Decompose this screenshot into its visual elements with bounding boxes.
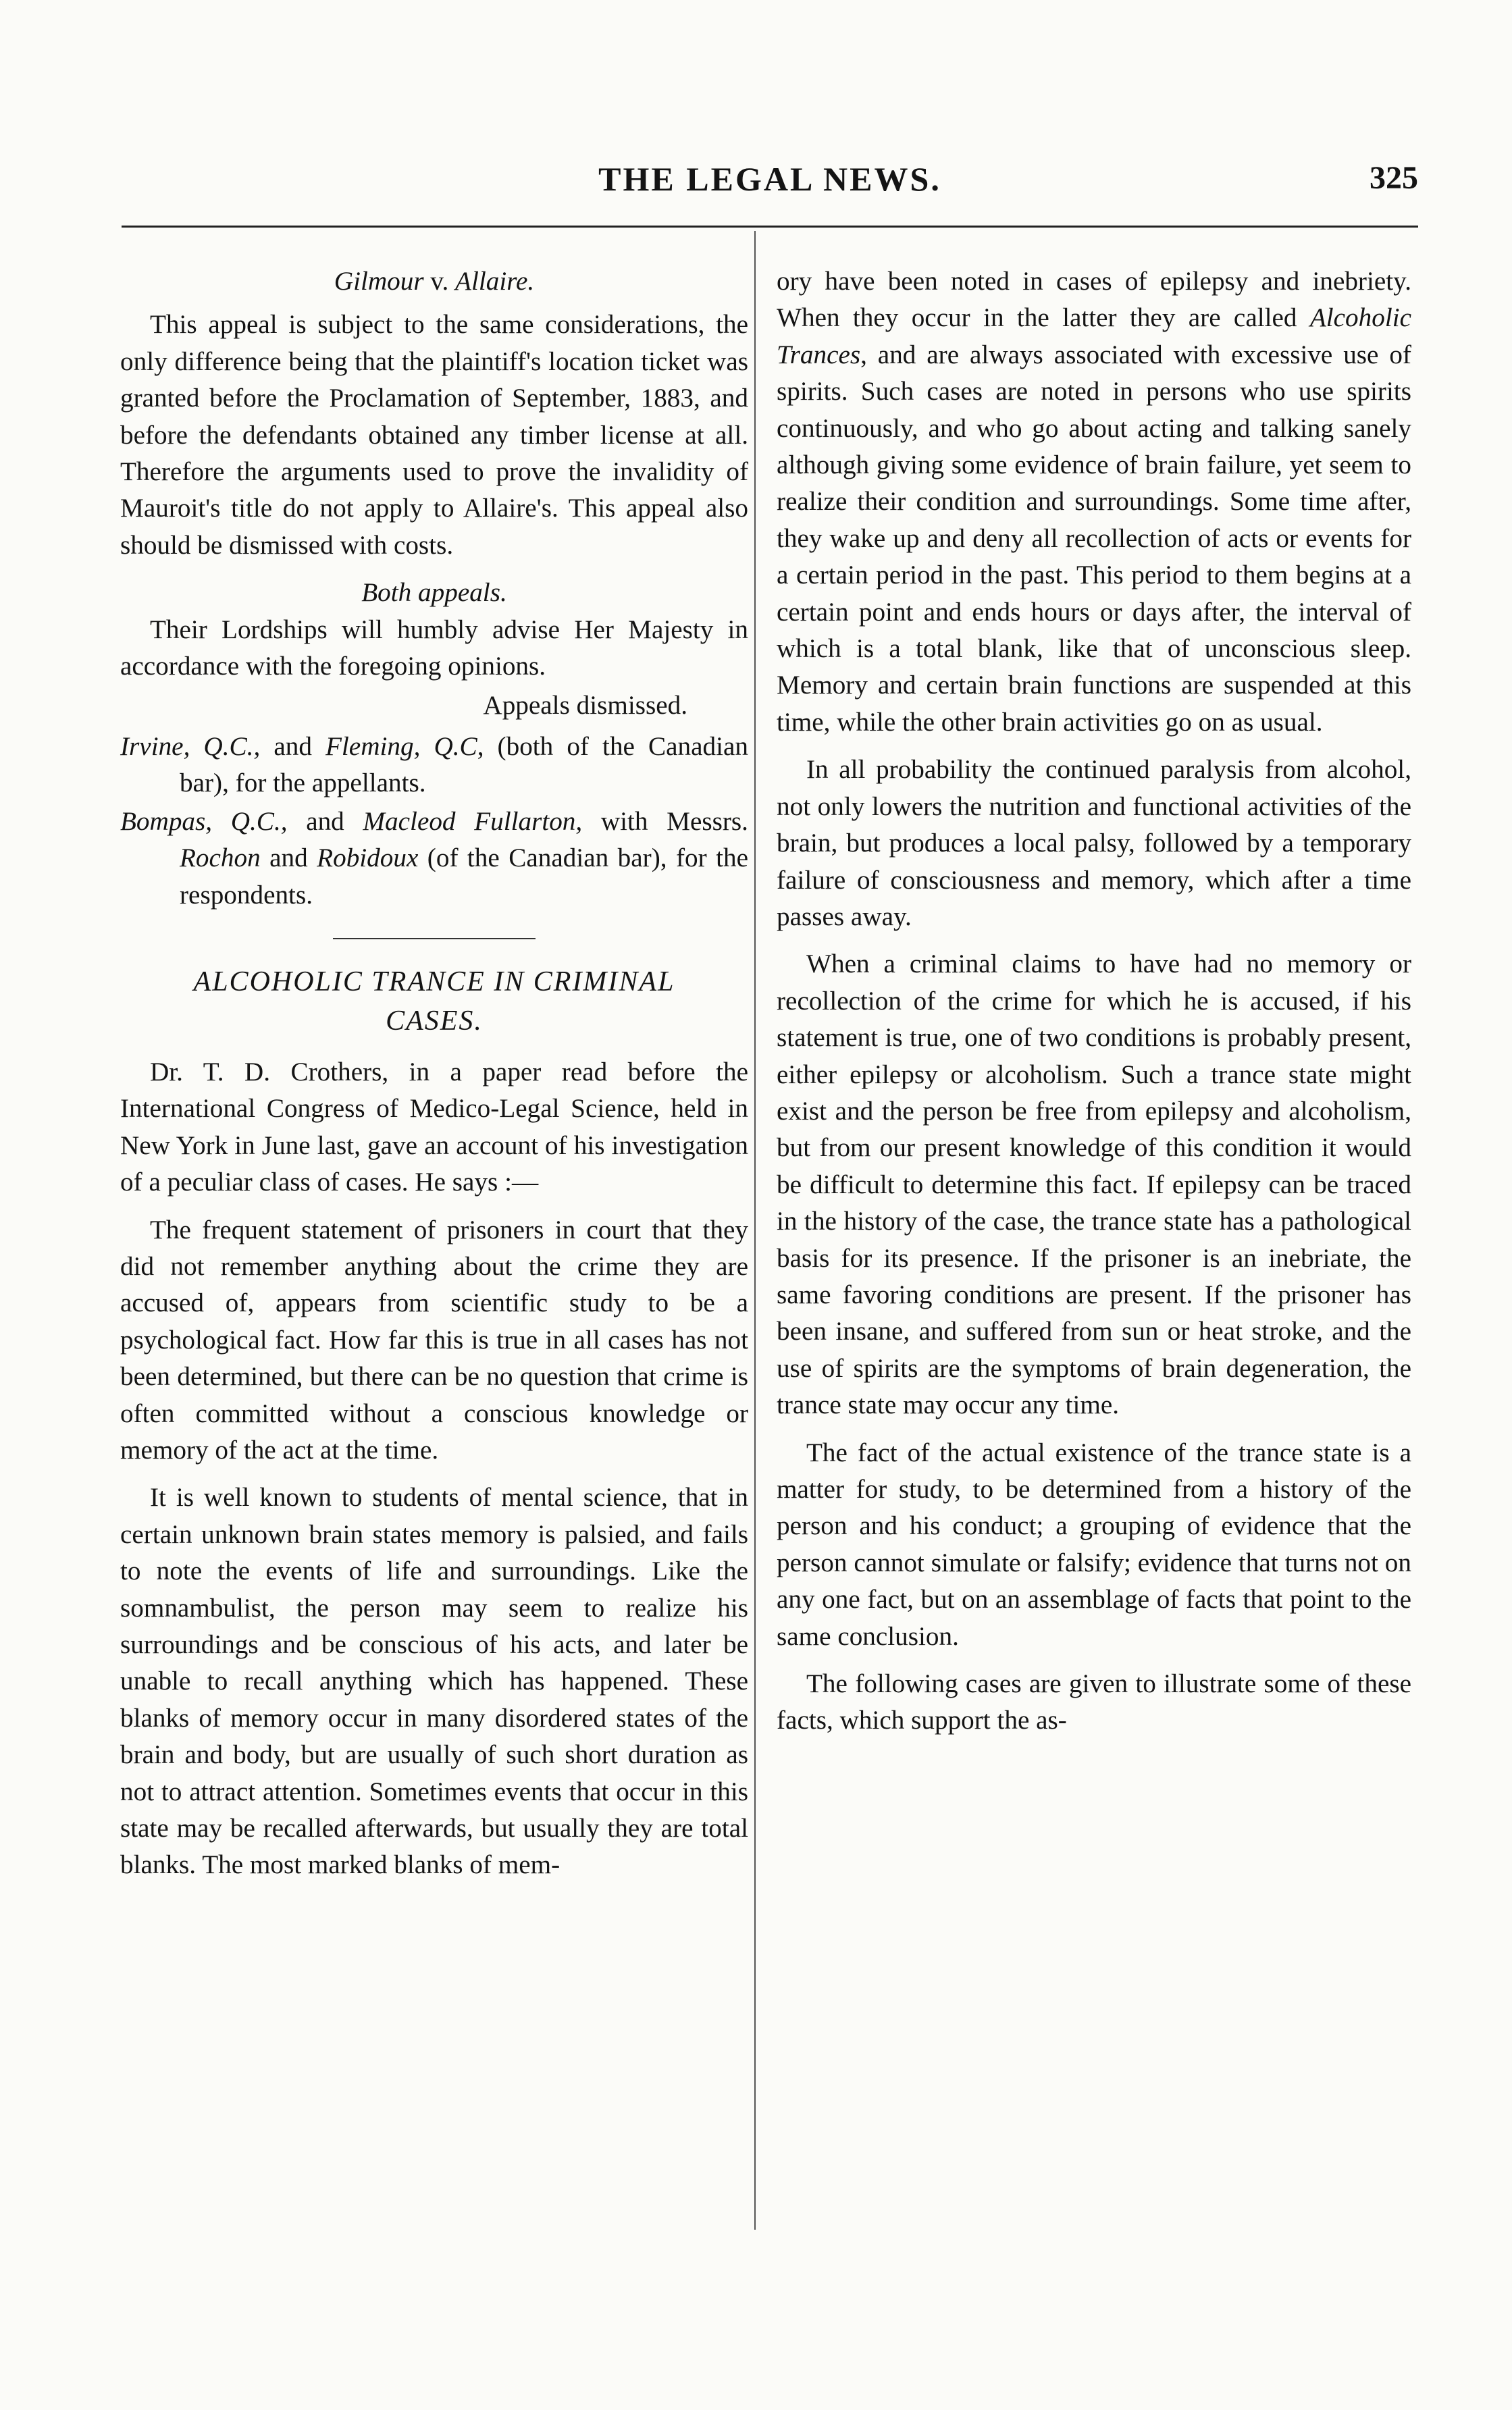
paragraph: The following cases are given to illustrate some of these facts, which support the as-: [777, 1669, 1411, 1735]
right-column: [777, 263, 1411, 1750]
section-separator: [333, 938, 536, 939]
running-head: [122, 154, 1418, 215]
case-title: Gilmour v. Allaire.: [334, 267, 535, 296]
subheading-both-appeals: Both appeals.: [361, 578, 507, 608]
paragraph: In all probability the continued paralysis from alcohol, not only lowers the nutrition and functional activities of the brain, but produces a local palsy, followed by a temporary failure of consciousness and memory, which after a time passes away.: [777, 755, 1411, 931]
paragraph: The fact of the actual existence of the trance state is a matter for study, to be determined from a history of the person and his conduct; a grouping of evidence that the person cannot simulate or falsify; evidence that turns not on any one fact, but on an assemblage of facts that point to the same conclusion.: [777, 1438, 1411, 1651]
column-divider: [754, 231, 756, 2230]
paragraph: The frequent statement of prisoners in court that they did not remember anything about the crime they are accused of, appears from scientific study to be a psychological fact. How far this is true in all cases has not been determined, but there can be no question that crime is often committed without a conscious knowledge or memory of the act at the time.: [120, 1215, 748, 1465]
counsel-respondents: Bompas, Q.C., and Macleod Fullarton, with Messrs. Rochon and Robidoux (of the Canadian bar), for the respondents.: [120, 806, 748, 910]
paragraph: It is well known to students of mental science, that in certain unknown brain states memory is palsied, and fails to note the events of life and surroundings. Like the somnambulist, the person may seem to realize his surroundings and be conscious of his acts, and later be unable to recall anything which has happened. These blanks of memory occur in many disordered states of the brain and body, but are usually of such short duration as not to attract attention. Sometimes events that occur in this state may be recalled afterwards, but usually they are total blanks. The most marked blanks of mem-: [120, 1483, 748, 1880]
appeals-dismissed: Appeals dismissed.: [483, 691, 687, 721]
counsel-appellants: Irvine, Q.C., and Fleming, Q.C, (both of the Canadian bar), for the appellants.: [120, 731, 748, 798]
paragraph: Dr. T. D. Crothers, in a paper read before the International Congress of Medico-Legal Science, held in New York in June last, gave an account of his investigation of a peculiar class of cases. He says :—: [120, 1057, 748, 1197]
left-column: [120, 263, 748, 1895]
paragraph: This appeal is subject to the same considerations, the only difference being that the plaintiff's location ticket was granted before the Proclamation of September, 1883, and before the defendants obtained any timber license at all. Therefore the arguments used to prove the invalidity of Mauroit's title do not apply to Allaire's. This appeal also should be dismissed with costs.: [120, 310, 748, 560]
paragraph: Their Lordships will humbly advise Her Majesty in accordance with the foregoing opinions.: [120, 614, 748, 681]
page-number: 325: [1370, 160, 1418, 196]
header-rule: [122, 226, 1418, 228]
paragraph: When a criminal claims to have had no memory or recollection of the crime for which he is accused, if his statement is true, one of two conditions is probably present, either epilepsy or alcoholism. Such a trance state might exist and the person be free from epilepsy and alcoholism, but from our present knowledge of this condition it would be difficult to determine this fact. If epilepsy can be traced in the history of the case, the trance state has a pathological basis for its presence. If the prisoner is an inebriate, the same favoring conditions are present. If the prisoner has been insane, and suffered from sun or heat stroke, and the use of spirits are the symptoms of brain degeneration, the trance state may occur any time.: [777, 949, 1411, 1420]
paragraph: ory have been noted in cases of epilepsy and inebriety. When they occur in the latter they are called Alcoholic Trances, and are always associated with excessive use of spirits. Such cases are noted in persons who use spirits continuously, and who go about acting and talking sanely although giving some evidence of brain failure, yet seem to realize their condition and surroundings. Some time after, they wake up and deny all recollection of acts or events for a certain period in the past. This period to them begins at a certain point and ends hours or days after, the interval of which is a total blank, like that of unconscious sleep. Memory and certain brain functions are suspended at this time, while the other brain activities go on as usual.: [777, 267, 1411, 737]
journal-title: THE LEGAL NEWS.: [598, 160, 941, 198]
article-title: ALCOHOLIC TRANCE IN CRIMINAL CASES.: [193, 966, 675, 1037]
